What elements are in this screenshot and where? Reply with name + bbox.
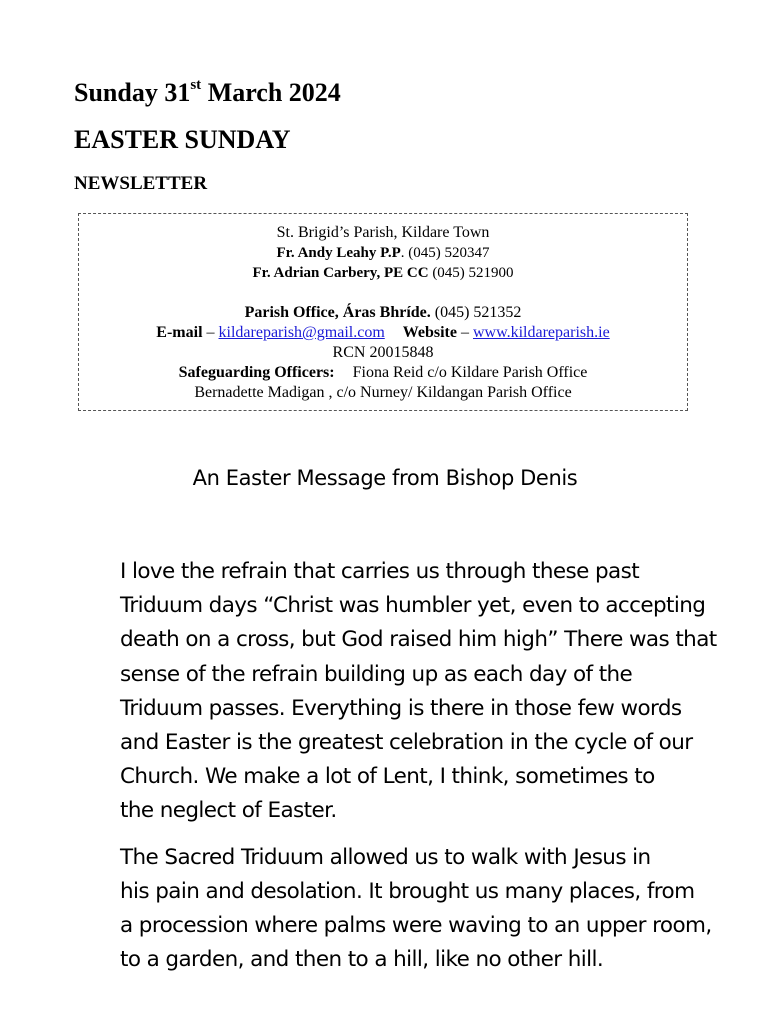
curate-line xyxy=(79,263,687,283)
date-month-year: March 2024 xyxy=(201,78,341,107)
website-separator: – xyxy=(456,324,473,341)
parish-office-label: Parish Office, Áras Bhríde. xyxy=(244,304,431,321)
curate-name: Fr. Adrian Carbery, PE CC xyxy=(252,265,429,281)
email-separator: – xyxy=(202,324,219,341)
rcn-number: RCN 20015848 xyxy=(332,344,434,361)
date-day: Sunday 31 xyxy=(74,78,191,107)
text-line: Triduum passes. Everything is there in those few words xyxy=(120,695,682,721)
page-title: EASTER SUNDAY xyxy=(74,125,291,154)
text-line: death on a cross, but God raised him high” There was that xyxy=(120,627,717,653)
text-line: Church. We make a lot of Lent, I think, sometimes to xyxy=(120,764,655,790)
message-paragraph-1 xyxy=(73,555,717,829)
message-paragraph-2 xyxy=(73,841,713,978)
safeguarding-officer-1: Fiona Reid c/o Kildare Parish Office xyxy=(352,364,588,381)
safeguarding-line xyxy=(79,363,687,383)
website-label: Website xyxy=(402,324,457,341)
email-link[interactable]: kildareparish@gmail.com xyxy=(218,324,385,341)
parish-office-line xyxy=(79,303,687,323)
parish-info-box xyxy=(78,213,688,411)
text-line: I love the refrain that carries us through these past xyxy=(120,559,640,584)
website-link[interactable]: www.kildareparish.ie xyxy=(472,324,610,341)
parish-priest-line xyxy=(79,243,687,263)
parish-office-phone: (045) 521352 xyxy=(430,304,522,321)
newsletter-label: NEWSLETTER xyxy=(74,173,208,194)
curate-phone: (045) 521900 xyxy=(428,265,514,281)
safeguarding-label: Safeguarding Officers: xyxy=(178,364,335,381)
date-ordinal-suffix: st xyxy=(190,77,202,93)
text-line: to a garden, and then to a hill, like no other hill. xyxy=(120,947,604,973)
contact-line xyxy=(79,323,687,343)
parish-priest-phone: . (045) 520347 xyxy=(400,245,490,261)
text-line: his pain and desolation. It brought us many places, from xyxy=(120,878,695,904)
safeguarding-officer-2: Bernadette Madigan , c/o Nurney/ Kildangan Parish Office xyxy=(194,384,572,401)
text-line: the neglect of Easter. xyxy=(120,798,337,824)
parish-name: St. Brigid’s Parish, Kildare Town xyxy=(276,224,490,241)
text-line: and Easter is the greatest celebration in the cycle of our xyxy=(120,730,693,756)
message-heading: An Easter Message from Bishop Denis xyxy=(192,466,578,490)
email-label: E-mail xyxy=(156,324,203,341)
parish-priest-name: Fr. Andy Leahy P.P xyxy=(276,245,401,261)
text-line: a procession where palms were waving to an upper room, xyxy=(120,913,712,939)
message-body xyxy=(73,555,717,977)
text-line: The Sacred Triduum allowed us to walk with Jesus in xyxy=(120,844,651,870)
newsletter-date xyxy=(74,78,341,108)
text-line: Triduum days “Christ was humbler yet, even to accepting xyxy=(120,593,706,619)
text-line: sense of the refrain building up as each day of the xyxy=(120,661,633,687)
